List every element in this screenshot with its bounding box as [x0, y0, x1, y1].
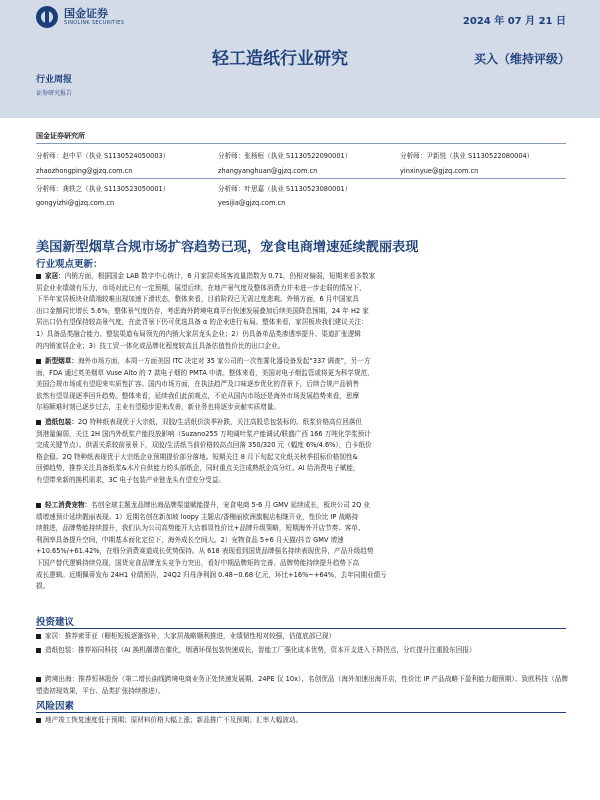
- analyst-email: yinxinyue@gjzq.com.cn: [400, 167, 479, 175]
- analyst-email: zhangyanghuan@gjzq.com.cn: [218, 167, 318, 175]
- view-paper-packaging: [36, 417, 568, 487]
- view-label: 新型烟草：: [45, 357, 78, 365]
- report-type: 行业周报: [36, 75, 73, 85]
- view-text-line: +10.65%/+61.42%，在细分消费赛道成长优势保持。从 618 表现看到国货品牌强名持续表现优异，产品升级趋势: [36, 547, 374, 556]
- view-text-line: 出口金额同比增长 5.6%，整体景气度仍存，考虑海外跨境电商平台快速发展叠加后续美国降息预期，24 年 H2 家: [36, 306, 369, 315]
- view-text-line: 续推进，品牌势能持续提升，我们认为公司高势能开大店都显性价比+品牌升级策略，短期海外开店节奏、客单、: [36, 524, 365, 533]
- bullet-icon: [36, 359, 41, 364]
- view-text-line: 的内销家居企业；3）技工贸一体化或品牌化程度较高且具备估值性价比的出口企业。: [36, 341, 285, 350]
- view-text-line: 有望带来新的换机需求，3C 电子包装产业链龙头有望充分受益。: [36, 475, 225, 484]
- recommend-text: 家居：推荐索菲亚（橱柜短板逐渐弥补，大家居战略顺利推进，业绩韧性相对较强，估值底部已现）: [45, 632, 336, 640]
- bullet-icon: [36, 503, 41, 508]
- recommend-item: [36, 645, 568, 657]
- logo: [36, 6, 124, 28]
- view-text-line: 成长逻辑。近期佩蒂发布 24H1 业绩预告，24Q2 归母净利润 0.48~0.68 亿元，环比+16%~+64%，去年同期业绩亏: [36, 570, 387, 579]
- logo-icon: [36, 6, 58, 28]
- bullet-icon: [36, 420, 41, 425]
- view-text-line: 下半年家居板块业绩端较难出现加速下滑状态，整体来看，目前阶段已无需过度悲观。外销方面，6 月中国家具: [36, 295, 359, 304]
- view-text-line: 完成关键节点）。供需关系较前景景下，双胶/生活纸当前价格较高点回落 350/320 元（幅度 6%/4.6%），白卡纸价: [36, 441, 372, 450]
- section-title-views: 行业观点更新：: [36, 259, 103, 270]
- view-text-line: 绩增速预计延续靓丽表现。1）近期名创在新加坡 loopy 主题店/香榭丽欧洲旗舰店相继开业，性价比 IP 战略持: [36, 512, 359, 521]
- divider: [36, 712, 566, 713]
- view-text-line: 到港量偏弱，关注 2H 国内外纸浆产能投放影响（Suzano255 万吨阔叶浆产能调试/联盛广西 166 万吨化学浆预计: [36, 429, 371, 438]
- view-text-line: 海外市场方面，本周一方面美国 ITC 决定对 35 家公司的一次性雾化器设备发起“337 调查”，另一方: [77, 357, 371, 365]
- analyst-email: zhaozhongping@gjzq.com.cn: [36, 167, 133, 175]
- view-text-line: 回弹趋势，推荐关注具备纸浆&木片自供能力的头部纸企，同时重点关注成熟纸企高分红。AI 给消费电子赋能，: [36, 464, 360, 473]
- analyst-name: 分析师：赵中平（执业 S1130524050003）: [36, 152, 170, 160]
- view-text-line: 居出口仍有望保持较高景气度，在此背景下仍可优选具备 α 的企业进行布局。整体来看，家居板块我们建议关注：: [36, 318, 368, 327]
- divider: [36, 178, 566, 179]
- view-text-line: 内销方面，根据国金 LAB 数字中心统计，6 月家居卖场客流量指数为 0.71，仍相对偏弱，短期来看多数家: [64, 272, 376, 280]
- view-consumer-pets: [36, 500, 568, 593]
- analyst-email: yesijia@gjzq.com.cn: [218, 199, 286, 207]
- recommend-text: 造纸包装：推荐裕同科技（AI 换机潮潜在催化，烟酒环保包装快速成长，智能工厂强化成本优势，资本开支进入下降拐点，分红提升注重股东回报）: [45, 646, 476, 654]
- view-text-line: 损。: [36, 582, 50, 591]
- divider: [36, 628, 566, 629]
- bullet-icon: [36, 718, 41, 723]
- view-text-line: 2Q 特种纸表现优于大宗纸，双胶/生活纸价淡季补跌，关注高股息包装标的。纸浆价格高位回落但: [77, 418, 363, 426]
- report-title: 轻工造纸行业研究: [212, 49, 348, 69]
- view-text-line: 居企业业绩端有压力，市场对此已有一定预期，展望后续，在地产景气度及整体消费力并未进一步走弱的情况下，: [36, 283, 366, 292]
- view-text-line: 尔裕顺难时刻已逐步过去，主业有望稳步迎来改善，新业务也将逐步贡献实质增量。: [36, 403, 280, 412]
- view-text-line: 格企稳。2Q 特种纸表现优于大宗纸企业预期提价部分落地。短期关注 8 月下旬起文化纸关秋季招标价格韧性&: [36, 452, 358, 461]
- analyst-name: 分析师：龚轶之（执业 S1130523050001）: [36, 185, 170, 193]
- analyst-email: gongyizhi@gjzq.com.cn: [36, 199, 115, 207]
- analyst-name: 分析师：尹新悦（执业 S1130522080004）: [400, 152, 534, 160]
- divider: [36, 143, 566, 144]
- logo-name-en: SINOLINK SECURITIES: [64, 19, 125, 26]
- report-headline: 美国新型烟草合规市场扩容趋势已现，宠食电商增速延续靓丽表现: [36, 240, 419, 255]
- section-title-recommend: 投资建议: [36, 617, 75, 628]
- logo-name-cn: 国金证券: [64, 6, 108, 20]
- bullet-icon: [36, 677, 41, 682]
- view-label: 造纸包装：: [45, 418, 78, 426]
- view-text-line: 面，FDA 通过英美烟草 Vuse Alto 的 7 款电子烟的 PMTA 申请。整体来看，美国对电子烟监管或将更为科学规范，: [36, 368, 374, 377]
- view-text-line: 依然有望显现逐季回升趋势。整体来看，延续我们此前观点，不论从国内市场还是海外市场发展趋势来看，思摩: [36, 391, 360, 400]
- analyst-name: 分析师：叶思嘉（执业 S1130523080001）: [218, 185, 352, 193]
- section-title-risk: 风险因素: [36, 701, 75, 712]
- recommend-item: [36, 631, 568, 643]
- view-text-line: 美国合规市场或有望迎来实质性扩容。国内市场方面，在执法趋严及口味逐步优化的背景下，后续合规产品销售: [36, 380, 360, 389]
- recommend-item: [36, 674, 568, 697]
- institution-name: 国金证券研究所: [36, 132, 85, 140]
- bullet-icon: [36, 634, 41, 639]
- analyst-name: 分析师：张杨桓（执业 S1130522090001）: [218, 152, 352, 160]
- bullet-icon: [36, 274, 41, 279]
- bullet-icon: [36, 648, 41, 653]
- risk-item: [36, 715, 568, 727]
- recommend-text: 跨境出海：推荐恒林股份（第二增长曲线跨境电商业务正处快速发展期，24PE 仅 10x）、名创优品（海外加速出海开店，性价比 IP 产品战略下盈利能力超预期）、致欧科技（品牌塑造初现效果，平台、品类扩张持续推进）。: [36, 675, 568, 695]
- rating-badge: 买入（维持评级）: [473, 52, 570, 66]
- report-category: 证券研究报告: [36, 90, 73, 97]
- view-text-line: 1）具备品类融合能力、整装渠道布局领先的内销大家居龙头企业；2）仍具备单品类渗透率提升、渠道扩张逻辑: [36, 329, 361, 338]
- view-new-tobacco: [36, 356, 568, 414]
- view-label: 家居：: [45, 272, 65, 280]
- view-label: 轻工消费宠物：: [45, 501, 92, 509]
- report-header: [0, 0, 600, 118]
- view-home-furnishing: [36, 271, 568, 352]
- view-text-line: 利润率具备提升空间，中期基本面化定位下，海外成长空间大。2）宠物食品 5+6 月天猫/抖音 GMV 增速: [36, 535, 344, 544]
- view-text-line: 下国产替代逻辑持续兑现，国货宠食品牌龙头竞争力突出，看好中期品牌矩阵完善、品牌势能持续提升趋势下高: [36, 558, 360, 567]
- report-date: 2024 年 07 月 21 日: [462, 16, 566, 27]
- risk-text: 地产竣工恢复速度低于预期；原材料价格大幅上涨；新品推广不及预期；汇率大幅波动。: [45, 716, 303, 724]
- view-text-line: 名创全球主题龙品牌出海品牌渠道赋能提升，宠食电商 5-6 月 GMV 延续成长，板块公司 2Q 业: [91, 501, 370, 509]
